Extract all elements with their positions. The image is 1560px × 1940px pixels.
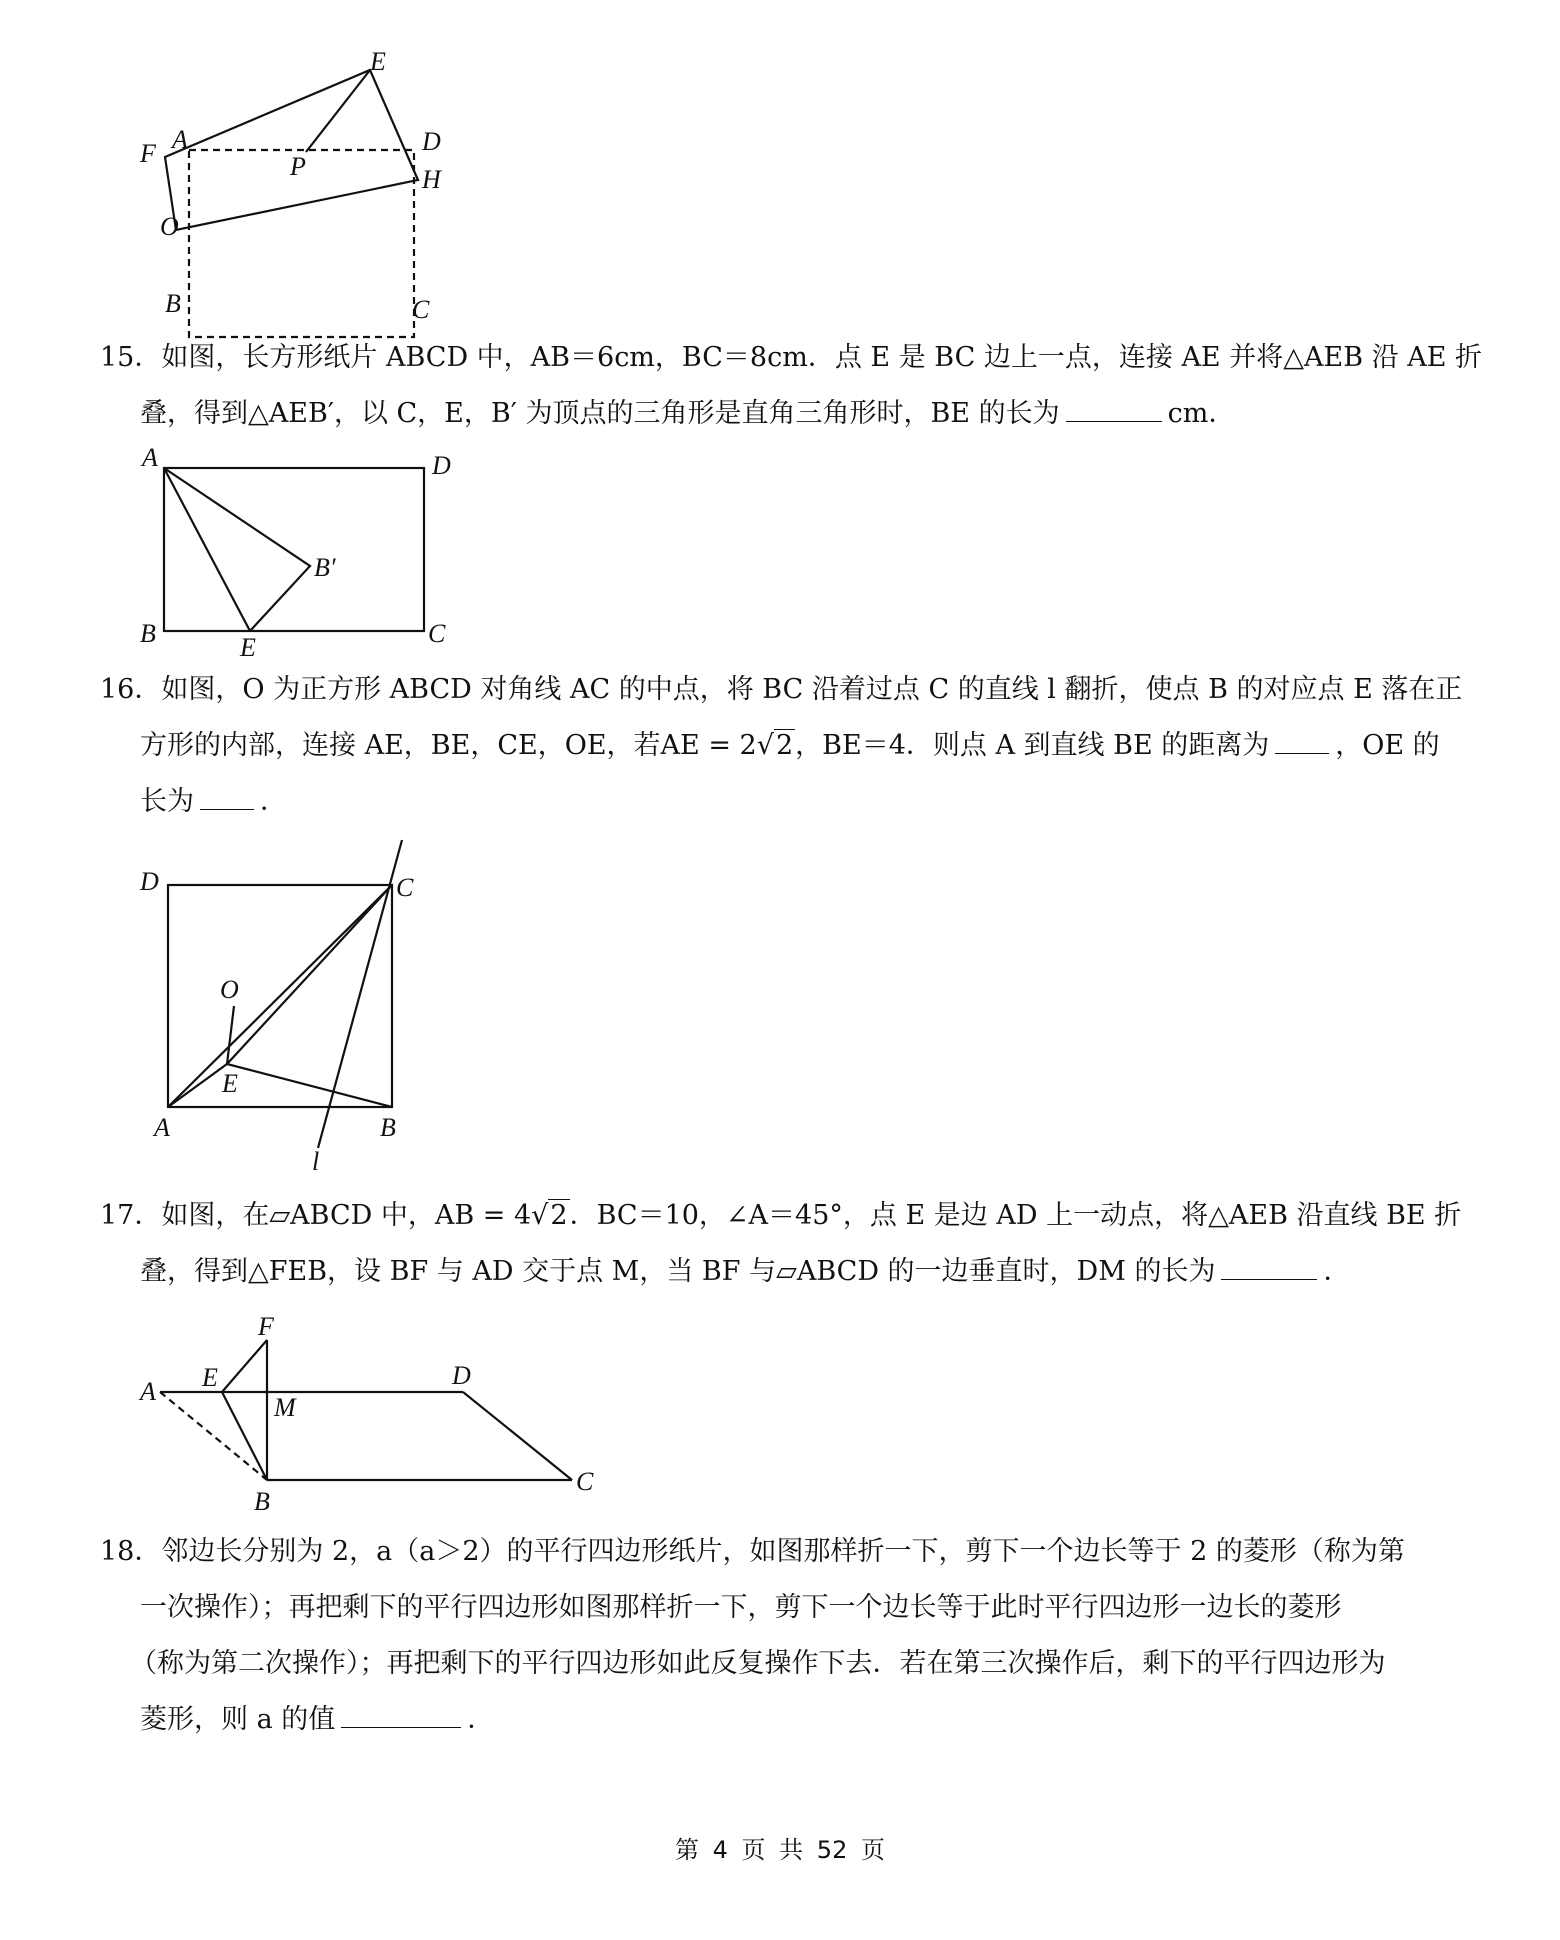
label-l: l	[312, 1147, 320, 1176]
problem-18-line-1	[100, 1524, 1460, 1580]
problem-text: 邻边长分别为 2，a（a＞2）的平行四边形纸片，如图那样折一下，剪下一个边长等于 2 的菱形（称为第	[161, 1536, 1405, 1567]
label-e: E	[370, 47, 386, 76]
answer-blank[interactable]	[1275, 723, 1329, 754]
label-f: F	[258, 1312, 274, 1341]
problem-number: 18．	[100, 1536, 162, 1567]
sqrt-radicand: 2	[775, 730, 794, 761]
problem-text: ．	[467, 1704, 495, 1735]
problem-16	[100, 662, 1463, 830]
label-b: B	[380, 1113, 396, 1142]
rectangle-abcd	[164, 468, 424, 631]
label-d: D	[452, 1361, 471, 1390]
segment-dc	[463, 1392, 572, 1480]
segment-be	[227, 1064, 392, 1107]
problem-16-line-1	[100, 662, 1463, 718]
label-b: B	[165, 289, 181, 318]
answer-blank[interactable]	[341, 1697, 461, 1728]
problem-16-line-2	[100, 718, 1460, 774]
problem-text: 如图，在▱ABCD 中，AB = 4	[161, 1200, 532, 1231]
label-e: E	[240, 633, 256, 662]
problem-17	[100, 1188, 1460, 1300]
label-a: A	[154, 1113, 170, 1142]
label-e: E	[202, 1363, 218, 1392]
label-h: H	[422, 165, 441, 194]
label-d: D	[140, 867, 159, 896]
segment-ae	[164, 468, 250, 631]
figure-17	[130, 1300, 610, 1530]
problem-15	[100, 330, 1482, 442]
problem-text: 如图，长方形纸片 ABCD 中，AB＝6cm，BC＝8cm．点 E 是 BC 边上一点，连接 AE 并将△AEB 沿 AE 折	[161, 342, 1482, 373]
problem-text: 叠，得到△FEB，设 BF 与 AD 交于点 M，当 BF 与▱ABCD 的一边垂直时，DM 的长为	[140, 1256, 1216, 1287]
answer-blank[interactable]	[1066, 391, 1162, 422]
problem-text: cm．	[1167, 398, 1236, 429]
figure-16	[130, 830, 450, 1180]
label-d: D	[422, 127, 441, 156]
page-footer: 第 4 页 共 52 页	[675, 1836, 885, 1864]
problem-17-line-2	[100, 1244, 1460, 1300]
label-f: F	[140, 139, 156, 168]
problem-text: 一次操作）；再把剩下的平行四边形如图那样折一下，剪下一个边长等于此时平行四边形一边长的菱形	[140, 1592, 1342, 1623]
segment-pe	[306, 70, 370, 152]
problem-number: 16．	[100, 674, 162, 705]
label-b-prime: B′	[314, 553, 336, 582]
label-c: C	[396, 873, 414, 902]
segment-ae	[168, 1064, 227, 1107]
problem-number: 15．	[100, 342, 162, 373]
problem-17-line-1	[100, 1188, 1460, 1244]
problem-text: 长为	[140, 786, 194, 817]
problem-15-line-2	[100, 386, 1460, 442]
problem-18-line-3	[100, 1636, 1460, 1692]
segment-ce	[227, 885, 392, 1064]
problem-18-line-4	[100, 1692, 1460, 1748]
segment-eb	[222, 1392, 267, 1480]
label-o: O	[160, 212, 179, 241]
label-a: A	[142, 443, 158, 472]
sqrt-symbol: √2	[531, 1200, 568, 1231]
problem-text: 方形的内部，连接 AE，BE，CE，OE，若AE = 2	[140, 730, 757, 761]
label-a: A	[172, 125, 188, 154]
problem-number: 17．	[100, 1200, 162, 1231]
problem-18-line-2	[100, 1580, 1460, 1636]
segment-fe	[222, 1340, 267, 1392]
label-c: C	[576, 1467, 594, 1496]
label-e: E	[222, 1069, 238, 1098]
problem-text: 叠，得到△AEB′，以 C，E，B′ 为顶点的三角形是直角三角形时，BE 的长为	[140, 398, 1060, 429]
problem-16-line-3	[100, 774, 1460, 830]
label-b: B	[254, 1487, 270, 1516]
problem-text: （称为第二次操作）；再把剩下的平行四边形如此反复操作下去．若在第三次操作后，剩下的平行四边形为	[130, 1648, 1386, 1679]
segment-ab-dashed	[160, 1392, 267, 1480]
problem-text: ．	[1323, 1256, 1351, 1287]
figure-15	[130, 440, 470, 660]
answer-blank[interactable]	[200, 779, 254, 810]
problem-18	[100, 1524, 1460, 1748]
problem-text: ．	[260, 786, 287, 817]
problem-15-line-1	[100, 330, 1482, 386]
problem-text: ，OE 的	[1335, 730, 1440, 761]
sqrt-radicand: 2	[550, 1200, 568, 1231]
label-c: C	[412, 295, 430, 324]
label-b: B	[140, 619, 156, 648]
label-c: C	[428, 619, 446, 648]
sqrt-symbol: √2	[756, 730, 794, 761]
segment-oe	[227, 1006, 234, 1064]
problem-text: ，BE＝4．则点 A 到直线 BE 的距离为	[795, 730, 1270, 761]
label-p: P	[290, 152, 306, 181]
label-m: M	[274, 1393, 296, 1422]
label-d: D	[432, 451, 451, 480]
problem-text: 菱形，则 a 的值	[140, 1704, 336, 1735]
label-a: A	[140, 1377, 156, 1406]
answer-blank[interactable]	[1221, 1249, 1317, 1280]
problem-text: 如图，O 为正方形 ABCD 对角线 AC 的中点，将 BC 沿着过点 C 的直线 l 翻折，使点 B 的对应点 E 落在正	[161, 674, 1463, 705]
label-o: O	[220, 975, 239, 1004]
problem-text: ．BC＝10，∠A＝45°，点 E 是边 AD 上一动点，将△AEB 沿直线 BE 折	[569, 1200, 1462, 1231]
figure-14	[130, 40, 470, 330]
